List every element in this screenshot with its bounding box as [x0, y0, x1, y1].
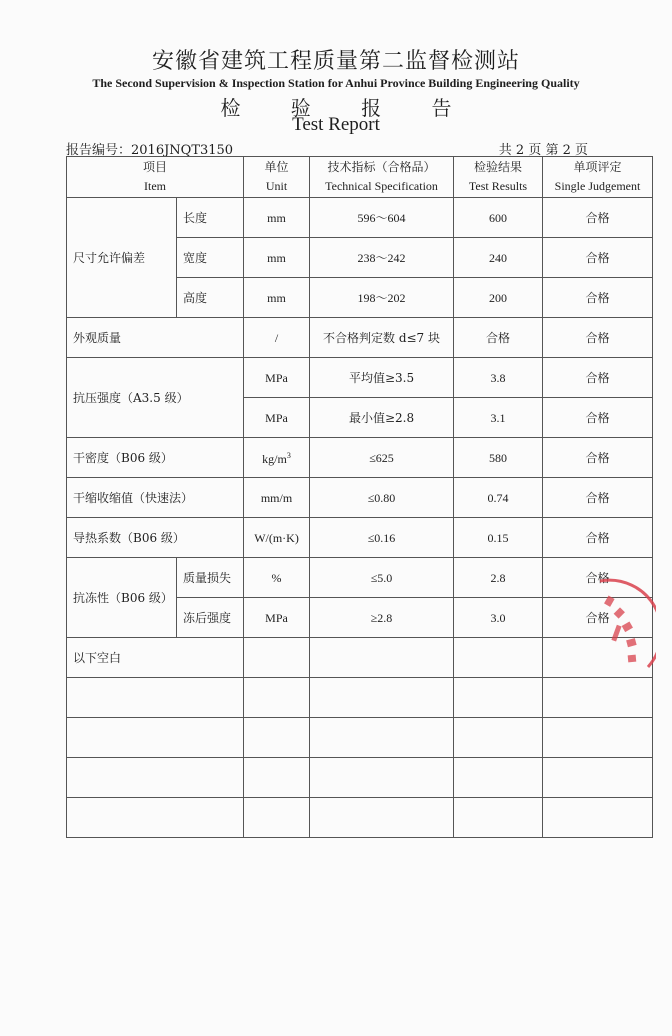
- judgement-cell: 合格: [543, 238, 653, 278]
- empty-row: [67, 798, 653, 838]
- empty-cell: [310, 718, 454, 758]
- item-density: 干密度（B06 级）: [67, 438, 244, 478]
- empty-cell: [543, 758, 653, 798]
- table-row: [67, 558, 653, 598]
- spec-cell: 最小值≥2.8: [310, 398, 454, 438]
- judgement-cell: 合格: [543, 318, 653, 358]
- unit-cell: mm: [244, 278, 310, 318]
- unit-cell: mm/m: [244, 478, 310, 518]
- table-row: [67, 318, 653, 358]
- empty-cell: [67, 758, 244, 798]
- empty-cell: [310, 758, 454, 798]
- spec-cell: 198～202: [310, 278, 454, 318]
- result-cell: 合格: [454, 318, 543, 358]
- header-judgement-cn: 单项评定: [573, 160, 622, 174]
- spec-cell: 平均值≥3.5: [310, 358, 454, 398]
- group-dimension: 尺寸允许偏差: [67, 198, 177, 318]
- judgement-cell: 合格: [543, 438, 653, 478]
- table-row: [67, 358, 653, 398]
- judgement-cell: 合格: [543, 278, 653, 318]
- header-item: [67, 157, 244, 198]
- result-cell: 0.15: [454, 518, 543, 558]
- header-unit-cn: 单位: [264, 160, 289, 174]
- table-row: [67, 438, 653, 478]
- test-results-table: [66, 156, 653, 838]
- header-spec: [310, 157, 454, 198]
- header-spec-en: Technical Specification: [325, 179, 438, 193]
- sub-item: 宽度: [177, 238, 244, 278]
- result-cell: 0.74: [454, 478, 543, 518]
- item-shrinkage: 干缩收缩值（快速法）: [67, 478, 244, 518]
- header-result-cn: 检验结果: [474, 160, 523, 174]
- empty-cell: [454, 798, 543, 838]
- header-unit-en: Unit: [265, 179, 288, 193]
- empty-cell: [543, 718, 653, 758]
- result-cell: 3.0: [454, 598, 543, 638]
- unit-cell: mm: [244, 238, 310, 278]
- page-count: 共 2 页 第 2 页: [498, 143, 588, 158]
- empty-cell: [454, 678, 543, 718]
- result-cell: 3.1: [454, 398, 543, 438]
- sub-item: 冻后强度: [177, 598, 244, 638]
- empty-cell: [244, 678, 310, 718]
- header-item-en: Item: [144, 179, 166, 193]
- spec-cell: ≥2.8: [310, 598, 454, 638]
- header-spec-cn: 技术指标（合格品）: [327, 160, 436, 174]
- unit-superscript: 3: [286, 451, 291, 460]
- empty-cell: [543, 798, 653, 838]
- unit-cell: mm: [244, 198, 310, 238]
- table-row: [67, 478, 653, 518]
- header-result-en: Test Results: [468, 179, 528, 193]
- blank-note: 以下空白: [67, 638, 244, 678]
- empty-cell: [454, 638, 543, 678]
- empty-row: [67, 758, 653, 798]
- unit-cell: MPa: [244, 398, 310, 438]
- unit-cell: /: [244, 318, 310, 358]
- item-appearance: 外观质量: [67, 318, 244, 358]
- spec-cell: 不合格判定数 d≤7 块: [310, 318, 454, 358]
- result-cell: 600: [454, 198, 543, 238]
- judgement-cell: 合格: [543, 478, 653, 518]
- header-item-cn: 项目: [143, 160, 168, 174]
- unit-text: kg/m: [262, 452, 287, 466]
- judgement-cell: 合格: [543, 558, 653, 598]
- result-cell: 2.8: [454, 558, 543, 598]
- sub-item: 质量损失: [177, 558, 244, 598]
- spec-cell: 596～604: [310, 198, 454, 238]
- group-compressive: 抗压强度（A3.5 级）: [67, 358, 244, 438]
- item-thermal: 导热系数（B06 级）: [67, 518, 244, 558]
- unit-cell: MPa: [244, 598, 310, 638]
- header-judgement-en: Single Judgement: [554, 179, 641, 193]
- empty-cell: [310, 638, 454, 678]
- sub-item: 高度: [177, 278, 244, 318]
- table-header-row: [67, 157, 653, 198]
- empty-cell: [310, 798, 454, 838]
- spec-cell: ≤0.80: [310, 478, 454, 518]
- table-row: [67, 638, 653, 678]
- judgement-cell: 合格: [543, 358, 653, 398]
- empty-cell: [67, 678, 244, 718]
- result-cell: 240: [454, 238, 543, 278]
- table-row: [67, 198, 653, 238]
- spec-cell: ≤625: [310, 438, 454, 478]
- report-title-en: Test Report: [292, 114, 380, 135]
- empty-cell: [244, 798, 310, 838]
- empty-cell: [244, 758, 310, 798]
- header-unit: [244, 157, 310, 198]
- header-judgement: [543, 157, 653, 198]
- unit-cell: MPa: [244, 358, 310, 398]
- group-frost: 抗冻性（B06 级）: [67, 558, 177, 638]
- empty-cell: [310, 678, 454, 718]
- spec-cell: ≤0.16: [310, 518, 454, 558]
- sub-item: 长度: [177, 198, 244, 238]
- empty-row: [67, 718, 653, 758]
- result-cell: 580: [454, 438, 543, 478]
- judgement-cell: 合格: [543, 398, 653, 438]
- unit-cell: [244, 438, 310, 478]
- station-title-cn: 安徽省建筑工程质量第二监督检测站: [151, 49, 520, 74]
- unit-cell: W/(m·K): [244, 518, 310, 558]
- judgement-cell: 合格: [543, 598, 653, 638]
- judgement-cell: 合格: [543, 198, 653, 238]
- empty-cell: [454, 718, 543, 758]
- empty-cell: [244, 638, 310, 678]
- result-cell: 3.8: [454, 358, 543, 398]
- empty-cell: [67, 718, 244, 758]
- spec-cell: 238～242: [310, 238, 454, 278]
- spec-cell: ≤5.0: [310, 558, 454, 598]
- empty-cell: [454, 758, 543, 798]
- table-row: [67, 518, 653, 558]
- result-cell: 200: [454, 278, 543, 318]
- judgement-cell: 合格: [543, 518, 653, 558]
- empty-cell: [244, 718, 310, 758]
- empty-row: [67, 678, 653, 718]
- header-result: [454, 157, 543, 198]
- empty-cell: [67, 798, 244, 838]
- station-title-en: The Second Supervision & Inspection Station for Anhui Province Building Engineering Quality: [92, 76, 580, 90]
- unit-cell: %: [244, 558, 310, 598]
- empty-cell: [543, 678, 653, 718]
- empty-cell: [543, 638, 653, 678]
- report-title-cn: 检 验 报 告: [220, 96, 474, 120]
- report-number: 报告编号：2016JNQT3150: [66, 143, 234, 158]
